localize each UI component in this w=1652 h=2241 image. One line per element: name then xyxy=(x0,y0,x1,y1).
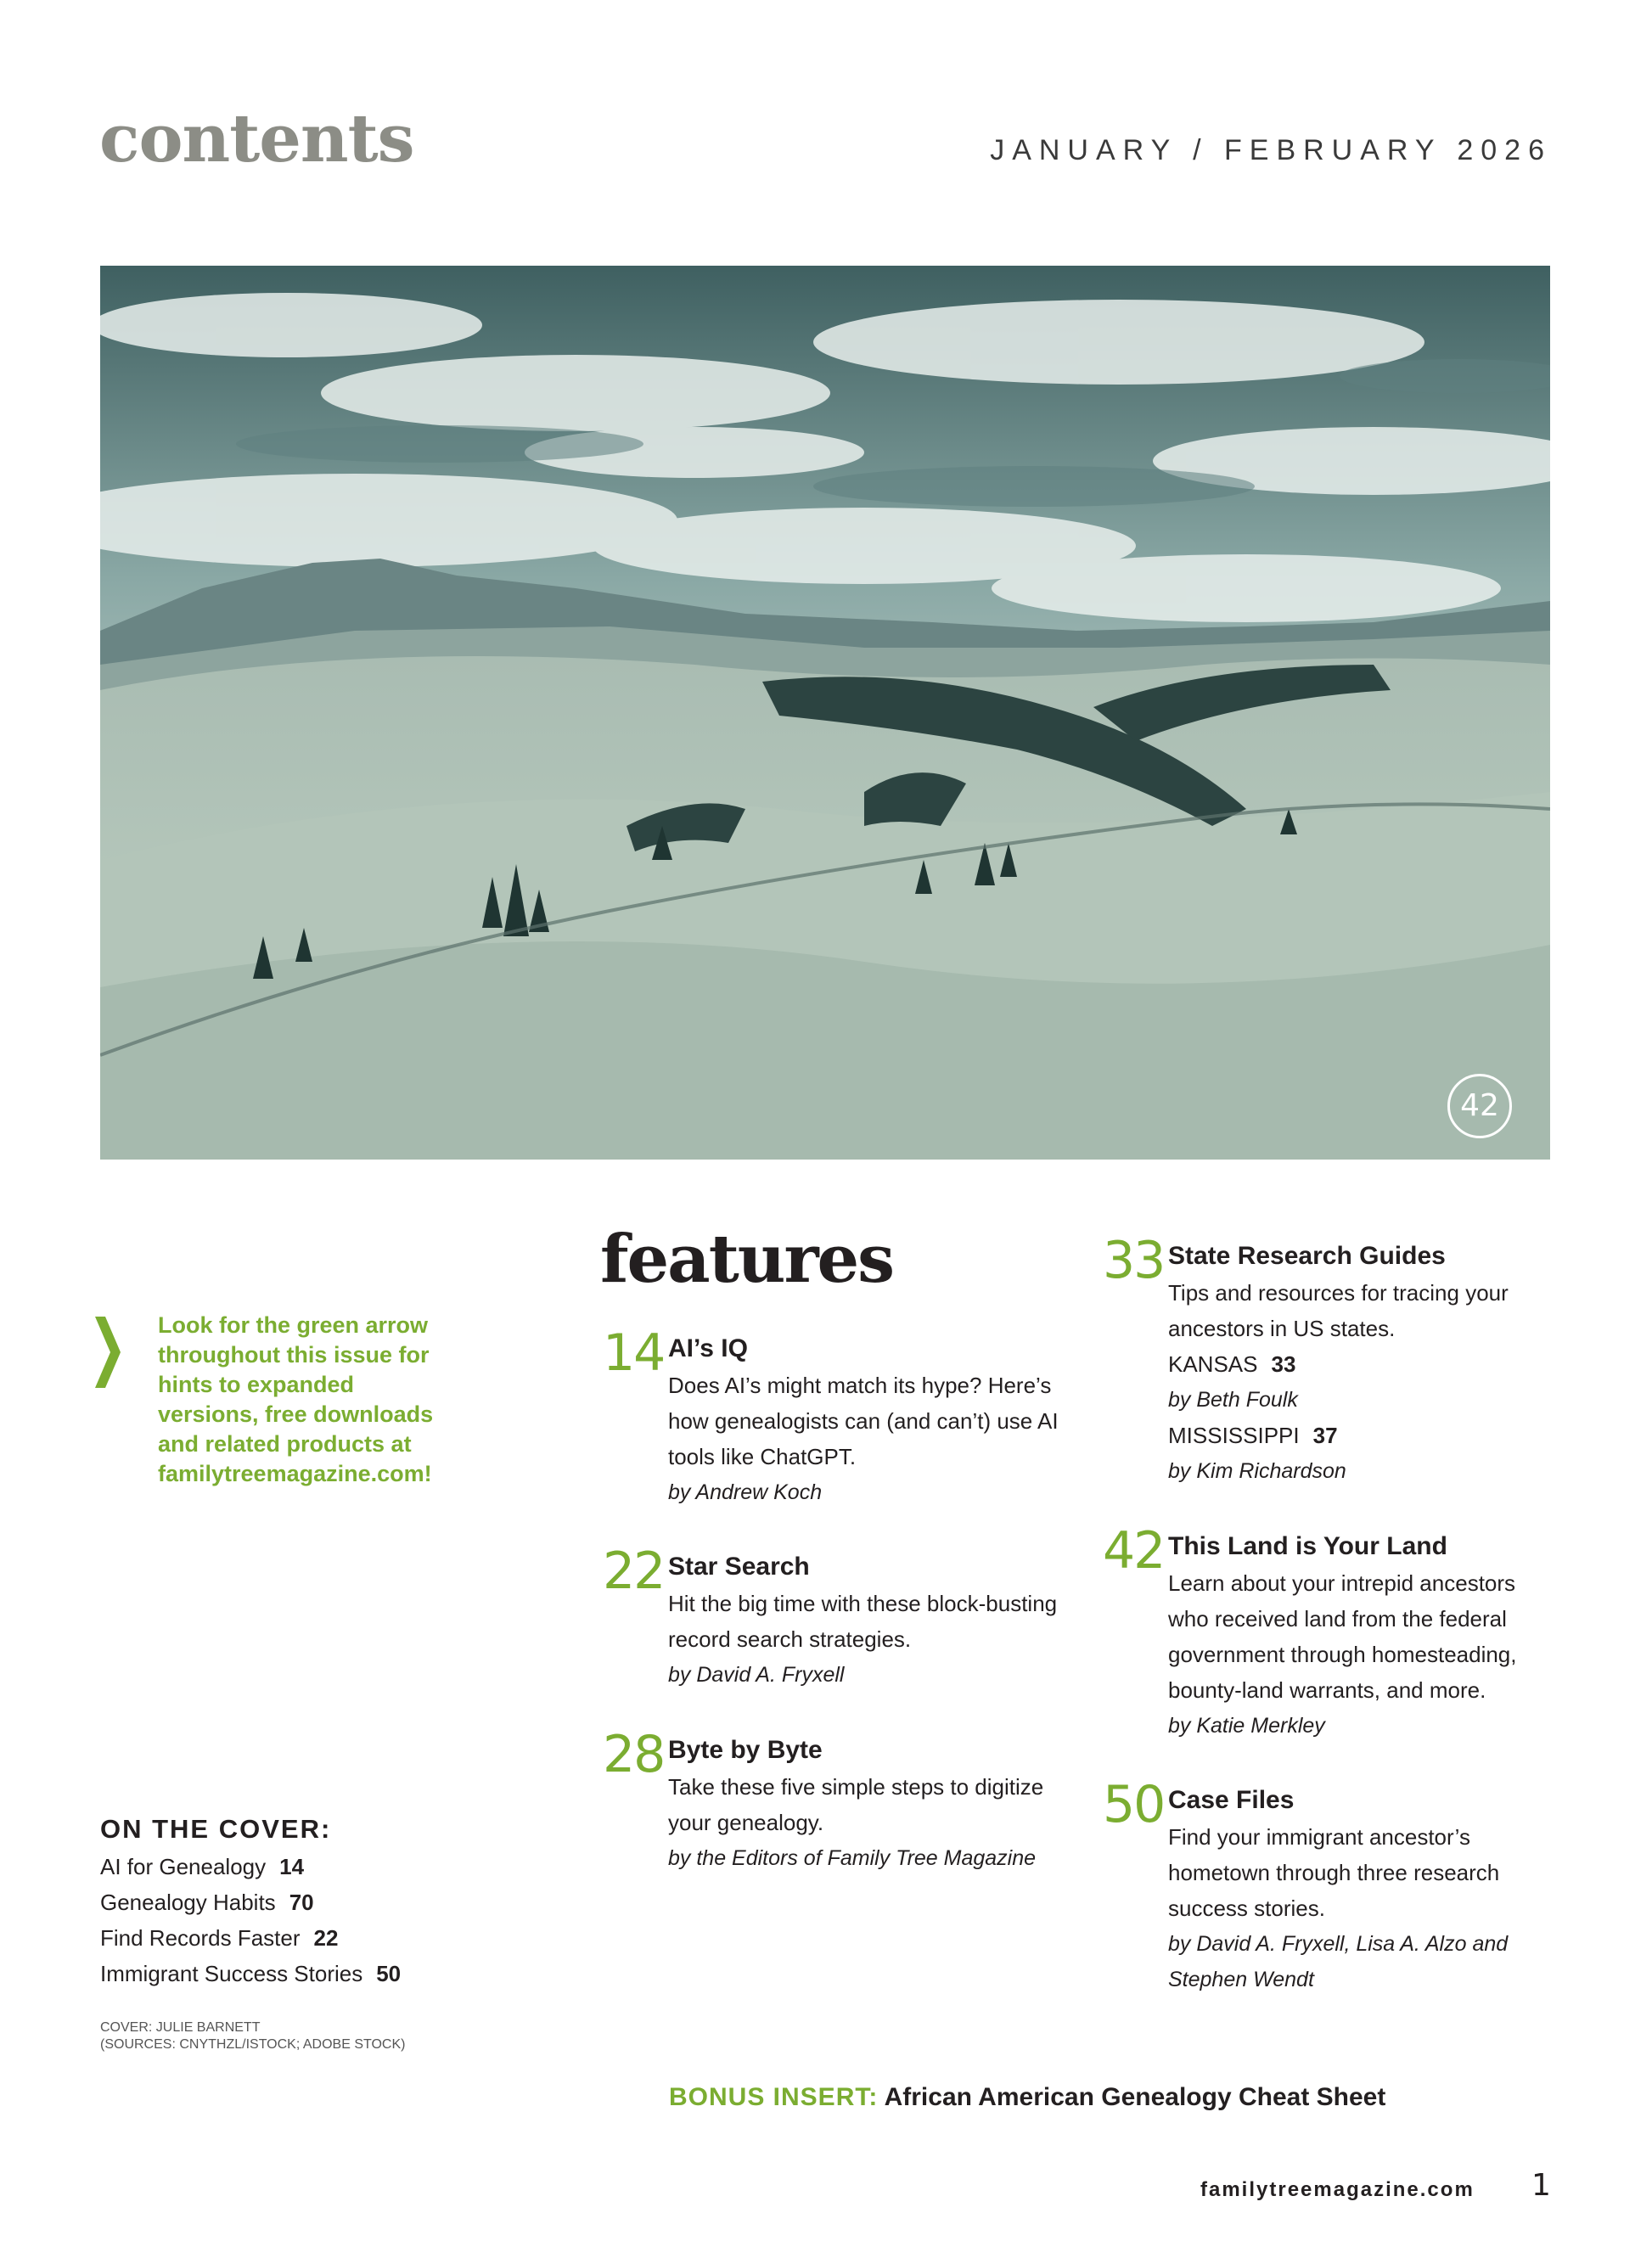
article-description: Take these five simple steps to digitize your genealogy. xyxy=(668,1774,1044,1835)
article-author: by Katie Merkley xyxy=(1168,1714,1325,1738)
article-title: AI’s IQ xyxy=(668,1334,748,1362)
article-title: State Research Guides xyxy=(1168,1242,1446,1270)
cover-item[interactable] xyxy=(100,1884,457,1920)
article-description: Does AI’s might match its hype? Here’s how genealogists can (and can’t) use AI tools like ChatGPT. xyxy=(668,1373,1059,1469)
cover-item-page: 50 xyxy=(376,1961,402,1986)
credit-line: COVER: JULIE BARNETT xyxy=(100,2020,261,2035)
article-author: by Beth Foulk xyxy=(1168,1388,1298,1412)
feature-article[interactable] xyxy=(603,1323,1059,1510)
credit-line: (SOURCES: CNYTHZL/ISTOCK; ADOBE STOCK) xyxy=(100,2037,406,2052)
cover-item[interactable] xyxy=(100,1956,457,1991)
article-title: Case Files xyxy=(1168,1786,1295,1814)
article-title: This Land is Your Land xyxy=(1168,1532,1447,1560)
article-description: Tips and resources for tracing your ancestors in US states. xyxy=(1168,1280,1509,1341)
cover-item-label: Immigrant Success Stories xyxy=(100,1961,363,1986)
cover-credit xyxy=(100,2019,405,2053)
state-page: 33 xyxy=(1271,1351,1296,1377)
article-page-number: 50 xyxy=(1103,1775,1165,1834)
features-heading: features xyxy=(600,1221,894,1298)
feature-article[interactable] xyxy=(603,1542,1059,1693)
article-author: by Andrew Koch xyxy=(668,1480,823,1504)
article-author: by Kim Richardson xyxy=(1168,1459,1346,1483)
hero-landscape-image xyxy=(100,266,1550,1160)
article-author: by David A. Fryxell xyxy=(668,1663,845,1687)
bonus-text: African American Genealogy Cheat Sheet xyxy=(884,2083,1386,2111)
landscape-photo-icon xyxy=(100,266,1550,1160)
feature-article[interactable] xyxy=(1103,1775,1542,1997)
hint-text: Look for the green arrow throughout this issue for hints to expanded versions, free downloads and related products at familytreemagazine.com! xyxy=(158,1312,434,1486)
cover-heading: ON THE COVER: xyxy=(100,1814,332,1844)
article-page-number: 14 xyxy=(603,1323,665,1383)
state-guide-mississippi[interactable] xyxy=(1168,1418,1525,1453)
feature-article-state-guides[interactable] xyxy=(1103,1231,1525,1489)
article-title: Byte by Byte xyxy=(668,1736,823,1764)
bonus-insert xyxy=(669,2083,1385,2112)
issue-date: JANUARY / FEBRUARY 2026 xyxy=(990,134,1552,166)
article-description: Hit the big time with these block-busting record search strategies. xyxy=(668,1591,1058,1652)
article-author: by David A. Fryxell, Lisa A. Alzo and Stephen Wendt xyxy=(1168,1932,1509,1991)
cover-item-page: 14 xyxy=(279,1854,305,1879)
on-the-cover xyxy=(100,1810,457,1991)
article-page-number: 28 xyxy=(603,1725,665,1784)
bonus-label: BONUS INSERT: xyxy=(669,2083,879,2111)
cover-item-page: 22 xyxy=(313,1925,339,1951)
state-guide-kansas[interactable] xyxy=(1168,1346,1525,1382)
cover-item-label: Find Records Faster xyxy=(100,1925,301,1951)
state-page: 37 xyxy=(1312,1423,1338,1448)
page-ref-badge: 42 xyxy=(1447,1074,1512,1138)
article-title: Star Search xyxy=(668,1553,810,1581)
article-author: by the Editors of Family Tree Magazine xyxy=(668,1846,1037,1870)
feature-article[interactable] xyxy=(603,1725,1076,1876)
footer-site-link[interactable]: familytreemagazine.com xyxy=(1200,2178,1475,2201)
article-description: Find your immigrant ancestor’s hometown through three research success stories. xyxy=(1168,1824,1500,1921)
state-name: KANSAS xyxy=(1168,1351,1258,1377)
cover-item-page: 70 xyxy=(289,1890,314,1915)
feature-article[interactable] xyxy=(1103,1521,1559,1744)
state-name: MISSISSIPPI xyxy=(1168,1423,1300,1448)
article-page-number: 42 xyxy=(1103,1521,1165,1581)
cover-item[interactable] xyxy=(100,1920,457,1956)
article-page-number: 22 xyxy=(603,1542,665,1601)
page-title: contents xyxy=(99,100,414,177)
cover-item[interactable] xyxy=(100,1849,457,1884)
cover-item-label: Genealogy Habits xyxy=(100,1890,276,1915)
article-page-number: 33 xyxy=(1103,1231,1165,1290)
article-description: Learn about your intrepid ancestors who received land from the federal government through homesteading, bounty-land warrants, and more. xyxy=(1168,1570,1517,1703)
cover-item-label: AI for Genealogy xyxy=(100,1854,267,1879)
page-number: 1 xyxy=(1531,2168,1551,2203)
green-arrow-icon xyxy=(95,1317,121,1388)
